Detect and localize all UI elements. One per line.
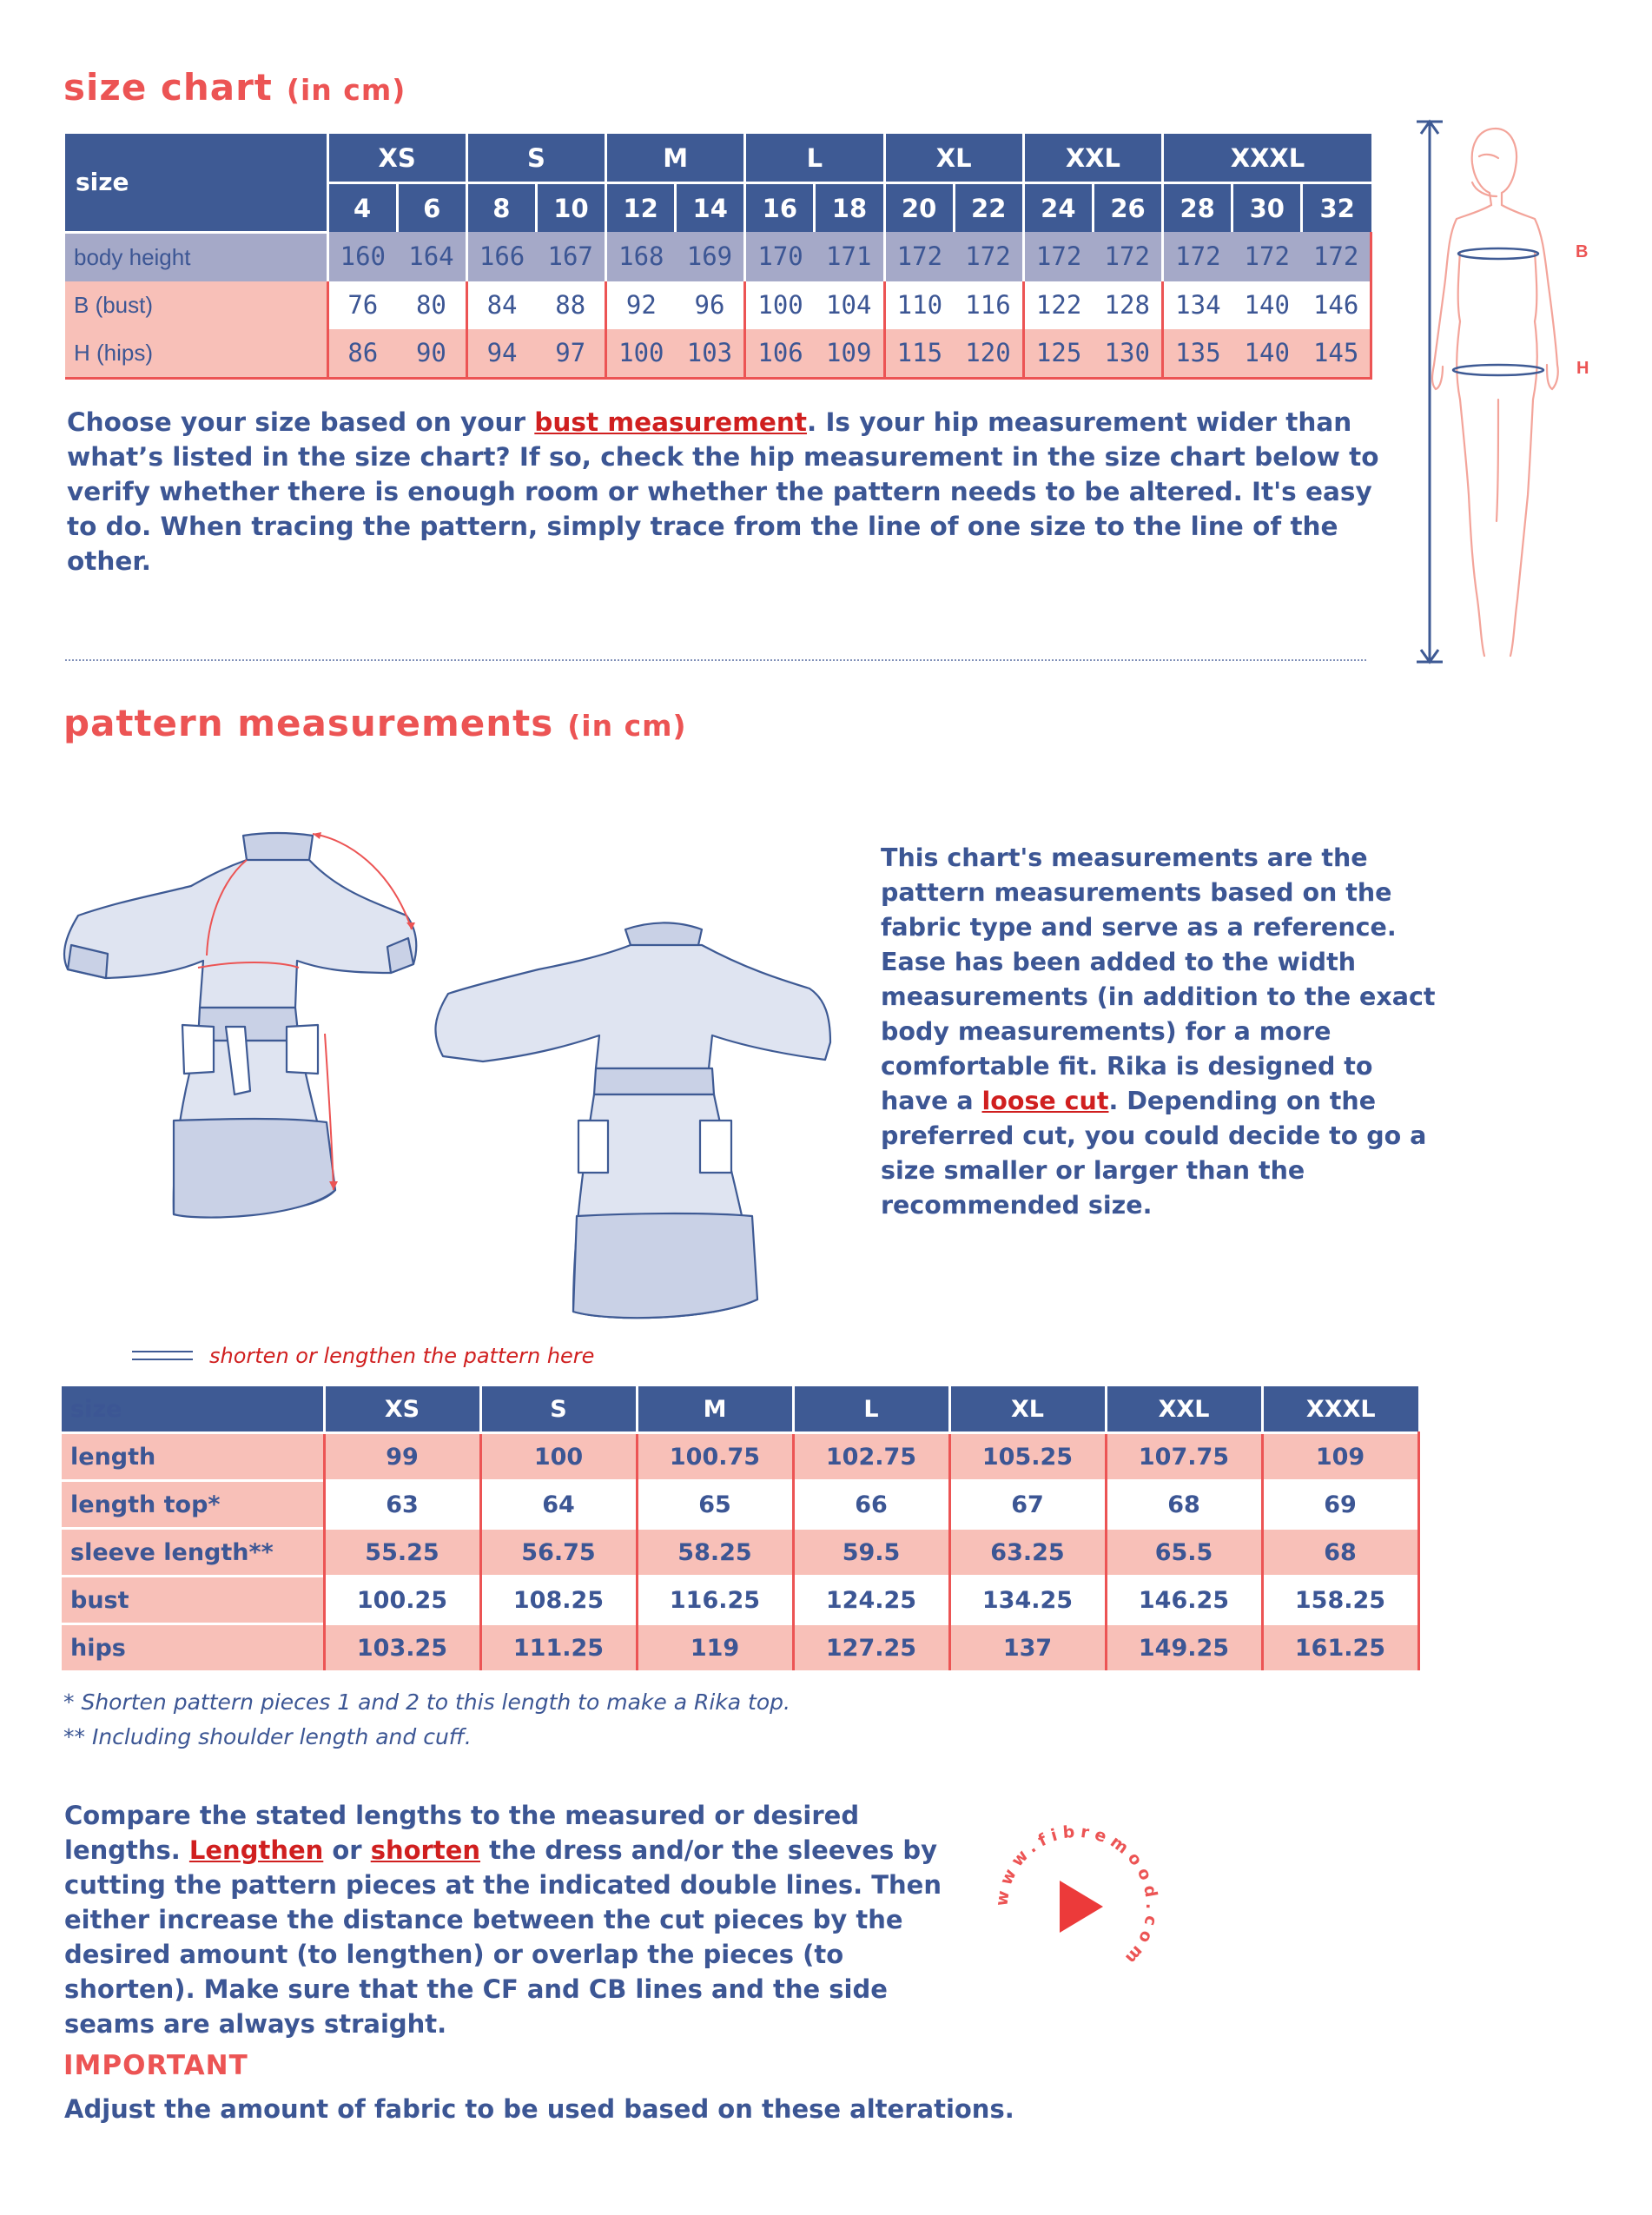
size-chart-cell: 103 xyxy=(676,329,745,379)
pattern-size-column: M xyxy=(637,1386,793,1433)
size-chart-cell: 125 xyxy=(1023,329,1093,379)
bust-measurement-link[interactable]: bust measurement xyxy=(534,407,807,437)
pattern-cell: 127.25 xyxy=(793,1624,949,1671)
pattern-measurements-table xyxy=(62,1386,1420,1670)
pattern-cell: 124.25 xyxy=(793,1577,949,1624)
fibremood-badge[interactable] xyxy=(990,1820,1164,1994)
hips-marker-label: H xyxy=(1576,359,1589,378)
pattern-cell: 161.25 xyxy=(1262,1624,1418,1671)
pattern-size-column: XL xyxy=(949,1386,1106,1433)
pattern-unit: (in cm) xyxy=(567,709,687,743)
size-chart-row-label: body height xyxy=(65,232,327,281)
pattern-description: This chart's measurements are the pattern measurements based on the fabric type and serve as a reference. Ease has been added to the width measurements (in addition to the exact body measurements) for a more comfortable fit. Rika is designed to have a loose cut. Depending on the preferred cut, you could decide to go a size smaller or larger than the recommended size. xyxy=(881,843,1436,1220)
size-chart-cell: 96 xyxy=(676,281,745,329)
size-chart-cell: 140 xyxy=(1232,281,1302,329)
size-chart-cell: 92 xyxy=(606,281,676,329)
size-chart-cell: 145 xyxy=(1302,329,1371,379)
size-chart-cell: 164 xyxy=(397,232,466,281)
pattern-cell: 63 xyxy=(324,1481,480,1529)
play-icon[interactable] xyxy=(1060,1881,1103,1933)
alteration-instructions: Compare the stated lengths to the measured or desired lengths. Lengthen or shorten the dress and/or the sleeves by cutting the pattern pieces at the indicated double lines. Then either increase the distance between the cut pieces by the desired amount (to lengthen) or overlap the pieces (to shorten). Make sure that the CF and CB lines and the side seams are always straight. xyxy=(64,1801,942,2039)
pattern-size-column: XS xyxy=(324,1386,480,1433)
pattern-row xyxy=(62,1433,1418,1481)
size-number: 4 xyxy=(327,183,397,233)
size-chart-cell: 146 xyxy=(1302,281,1371,329)
size-number: 28 xyxy=(1163,183,1232,233)
size-chart-cell: 172 xyxy=(1302,232,1371,281)
pattern-cell: 100.25 xyxy=(324,1577,480,1624)
size-chart-cell: 168 xyxy=(606,232,676,281)
pattern-cell: 134.25 xyxy=(949,1577,1106,1624)
size-chart-cell: 171 xyxy=(815,232,884,281)
size-chart-cell: 130 xyxy=(1093,329,1162,379)
size-number: 8 xyxy=(466,183,536,233)
size-chart-cell: 167 xyxy=(536,232,605,281)
size-chart-cell: 100 xyxy=(745,281,815,329)
pattern-row xyxy=(62,1624,1418,1671)
size-number: 18 xyxy=(815,183,884,233)
pattern-cell: 65 xyxy=(637,1481,793,1529)
dress-illustration xyxy=(52,808,834,1329)
pattern-cell: 119 xyxy=(637,1624,793,1671)
size-number: 24 xyxy=(1023,183,1093,233)
size-group-xxl: XXL xyxy=(1023,134,1162,183)
pattern-row xyxy=(62,1577,1418,1624)
pattern-row-label: bust xyxy=(62,1577,324,1624)
pattern-cell: 149.25 xyxy=(1106,1624,1262,1671)
size-chart-cell: 172 xyxy=(1163,232,1232,281)
size-number: 14 xyxy=(676,183,745,233)
size-chart-cell: 76 xyxy=(327,281,397,329)
pattern-cell: 109 xyxy=(1262,1433,1418,1481)
pattern-cell: 100 xyxy=(480,1433,637,1481)
size-chart-cell: 172 xyxy=(884,232,954,281)
loose-cut-link[interactable]: loose cut xyxy=(981,1087,1109,1115)
pattern-row-label: hips xyxy=(62,1624,324,1671)
size-chart-cell: 172 xyxy=(1232,232,1302,281)
size-number: 16 xyxy=(745,183,815,233)
size-chart-cell: 134 xyxy=(1163,281,1232,329)
size-chart-row-label: H (hips) xyxy=(65,329,327,379)
pattern-cell: 68 xyxy=(1106,1481,1262,1529)
pattern-cell: 59.5 xyxy=(793,1529,949,1577)
size-chart-cell: 115 xyxy=(884,329,954,379)
size-chart-cell: 122 xyxy=(1023,281,1093,329)
pattern-cell: 108.25 xyxy=(480,1577,637,1624)
pattern-cell: 102.75 xyxy=(793,1433,949,1481)
pattern-cell: 63.25 xyxy=(949,1529,1106,1577)
size-group-xs: XS xyxy=(327,134,466,183)
pattern-title: pattern measurements (in cm) xyxy=(63,702,687,744)
bust-marker-label: B xyxy=(1576,242,1589,261)
size-number: 12 xyxy=(606,183,676,233)
size-chart-cell: 106 xyxy=(745,329,815,379)
size-chart-cell: 88 xyxy=(536,281,605,329)
size-number: 10 xyxy=(536,183,605,233)
size-chart-cell: 140 xyxy=(1232,329,1302,379)
pattern-cell: 103.25 xyxy=(324,1624,480,1671)
pattern-cell: 68 xyxy=(1262,1529,1418,1577)
lengthen-link[interactable]: Lengthen xyxy=(188,1835,324,1865)
size-group-xl: XL xyxy=(884,134,1023,183)
size-chart-cell: 80 xyxy=(397,281,466,329)
important-heading: IMPORTANT xyxy=(63,2050,248,2081)
important-text: Adjust the amount of fabric to be used based on these alterations. xyxy=(64,2094,1014,2124)
pattern-size-header: size xyxy=(62,1386,324,1433)
footnote-length-top: * Shorten pattern pieces 1 and 2 to this length to make a Rika top. xyxy=(63,1689,790,1715)
size-number: 22 xyxy=(954,183,1023,233)
pattern-size-column: L xyxy=(793,1386,949,1433)
section-divider xyxy=(65,659,1366,661)
size-chart-cell: 120 xyxy=(954,329,1023,379)
size-chart-cell: 160 xyxy=(327,232,397,281)
pattern-cell: 65.5 xyxy=(1106,1529,1262,1577)
footnote-sleeve-length: ** Including shoulder length and cuff. xyxy=(63,1724,472,1749)
size-chart-cell: 169 xyxy=(676,232,745,281)
pattern-row-label: length xyxy=(62,1433,324,1481)
pattern-size-column: XXL xyxy=(1106,1386,1262,1433)
pattern-size-column: S xyxy=(480,1386,637,1433)
size-chart-cell: 90 xyxy=(397,329,466,379)
size-chart-cell: 166 xyxy=(466,232,536,281)
size-chart-cell: 86 xyxy=(327,329,397,379)
size-chart-cell: 100 xyxy=(606,329,676,379)
pattern-cell: 111.25 xyxy=(480,1624,637,1671)
pattern-cell: 116.25 xyxy=(637,1577,793,1624)
size-group-l: L xyxy=(745,134,884,183)
pattern-row xyxy=(62,1481,1418,1529)
size-number: 30 xyxy=(1232,183,1302,233)
size-chart-cell: 84 xyxy=(466,281,536,329)
pattern-cell: 67 xyxy=(949,1481,1106,1529)
pattern-cell: 58.25 xyxy=(637,1529,793,1577)
size-chart-unit: (in cm) xyxy=(286,73,406,107)
pattern-cell: 99 xyxy=(324,1433,480,1481)
pattern-size-column: XXXL xyxy=(1262,1386,1418,1433)
size-chart-cell: 97 xyxy=(536,329,605,379)
pattern-cell: 100.75 xyxy=(637,1433,793,1481)
shorten-link[interactable]: shorten xyxy=(370,1835,481,1865)
size-chart-cell: 170 xyxy=(745,232,815,281)
size-chart-table xyxy=(65,134,1372,380)
pattern-cell: 105.25 xyxy=(949,1433,1106,1481)
pattern-row-label: length top* xyxy=(62,1481,324,1529)
pattern-cell: 158.25 xyxy=(1262,1577,1418,1624)
size-chart-cell: 135 xyxy=(1163,329,1232,379)
pattern-cell: 66 xyxy=(793,1481,949,1529)
size-chart-intro: Choose your size based on your bust measurement. Is your hip measurement wider than what’s listed in the size chart? If so, check the hip measurement in the size chart below to verify whether there is enough room or whether the pattern needs to be altered. It's easy to do. When tracing the pattern, simply trace from the line of one size to the line of the other. xyxy=(67,407,1379,576)
size-chart-cell: 110 xyxy=(884,281,954,329)
pattern-cell: 56.75 xyxy=(480,1529,637,1577)
size-chart-cell: 172 xyxy=(1093,232,1162,281)
size-chart-cell: 116 xyxy=(954,281,1023,329)
pattern-row xyxy=(62,1529,1418,1577)
size-chart-cell: 128 xyxy=(1093,281,1162,329)
double-line-icon xyxy=(132,1351,193,1360)
size-chart-cell: 172 xyxy=(1023,232,1093,281)
size-number: 26 xyxy=(1093,183,1162,233)
size-number: 6 xyxy=(397,183,466,233)
pattern-cell: 55.25 xyxy=(324,1529,480,1577)
pattern-cell: 69 xyxy=(1262,1481,1418,1529)
pattern-row-label: sleeve length** xyxy=(62,1529,324,1577)
size-chart-cell: 104 xyxy=(815,281,884,329)
body-measurement-figure xyxy=(1403,113,1594,678)
size-chart-row-label: B (bust) xyxy=(65,281,327,329)
shorten-lengthen-legend: shorten or lengthen the pattern here xyxy=(209,1344,595,1368)
pattern-cell: 137 xyxy=(949,1624,1106,1671)
size-number: 32 xyxy=(1302,183,1371,233)
size-group-m: M xyxy=(606,134,745,183)
pattern-cell: 146.25 xyxy=(1106,1577,1262,1624)
pattern-cell: 107.75 xyxy=(1106,1433,1262,1481)
size-group-xxxl: XXXL xyxy=(1163,134,1371,183)
fibremood-url: www.fibremood.com xyxy=(992,1822,1162,1972)
size-chart-title: size chart (in cm) xyxy=(63,66,406,109)
pattern-cell: 64 xyxy=(480,1481,637,1529)
size-header: size xyxy=(65,134,327,232)
size-chart-cell: 94 xyxy=(466,329,536,379)
size-number: 20 xyxy=(884,183,954,233)
size-chart-cell: 172 xyxy=(954,232,1023,281)
size-chart-cell: 109 xyxy=(815,329,884,379)
size-group-s: S xyxy=(466,134,605,183)
